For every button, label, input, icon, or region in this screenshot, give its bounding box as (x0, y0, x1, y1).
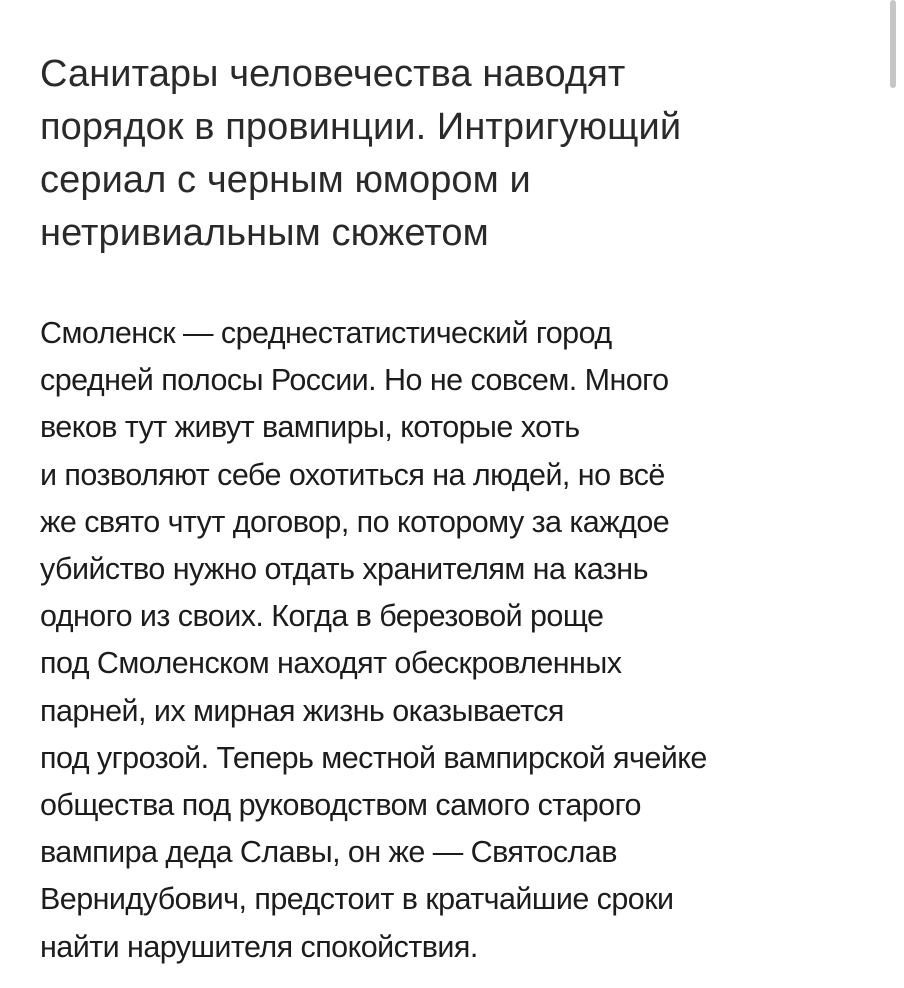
description-line: Вернидубович, предстоит в кратчайшие сроки (40, 882, 674, 917)
article-description (40, 310, 870, 971)
description-line: веков тут живут вампиры, которые хоть (40, 410, 580, 445)
headline-line: сериал с черным юмором и (40, 159, 531, 201)
description-line: парней, их мирная жизнь оказывается (40, 693, 564, 728)
description-line: убийство нужно отдать хранителям на казнь (40, 552, 648, 587)
headline-line: нетривиальным сюжетом (40, 212, 489, 254)
description-line: средней полосы России. Но не совсем. Много (40, 363, 669, 398)
description-line: вампира деда Славы, он же — Святослав (40, 835, 617, 870)
description-line: Смоленск — среднестатистический город (40, 316, 612, 350)
headline-line: Санитары человечества наводят (40, 53, 626, 95)
headline-line: порядок в провинции. Интригующий (40, 106, 682, 148)
description-line: одного из своих. Когда в березовой роще (40, 599, 604, 634)
article-content (40, 48, 870, 971)
description-line: же свято чтут договор, по которому за каждое (40, 504, 670, 539)
vertical-scrollbar[interactable] (884, 0, 904, 988)
description-line: под Смоленском находят обескровленных (40, 646, 622, 681)
scrollbar-thumb[interactable] (890, 0, 896, 88)
description-line: под угрозой. Теперь местной вампирской ячейке (40, 740, 707, 775)
description-line: общества под руководством самого старого (40, 788, 641, 823)
description-line: и позволяют себе охотиться на людей, но всё (40, 457, 665, 492)
article-headline (40, 48, 870, 260)
description-line: найти нарушителя спокойствия. (40, 929, 478, 964)
